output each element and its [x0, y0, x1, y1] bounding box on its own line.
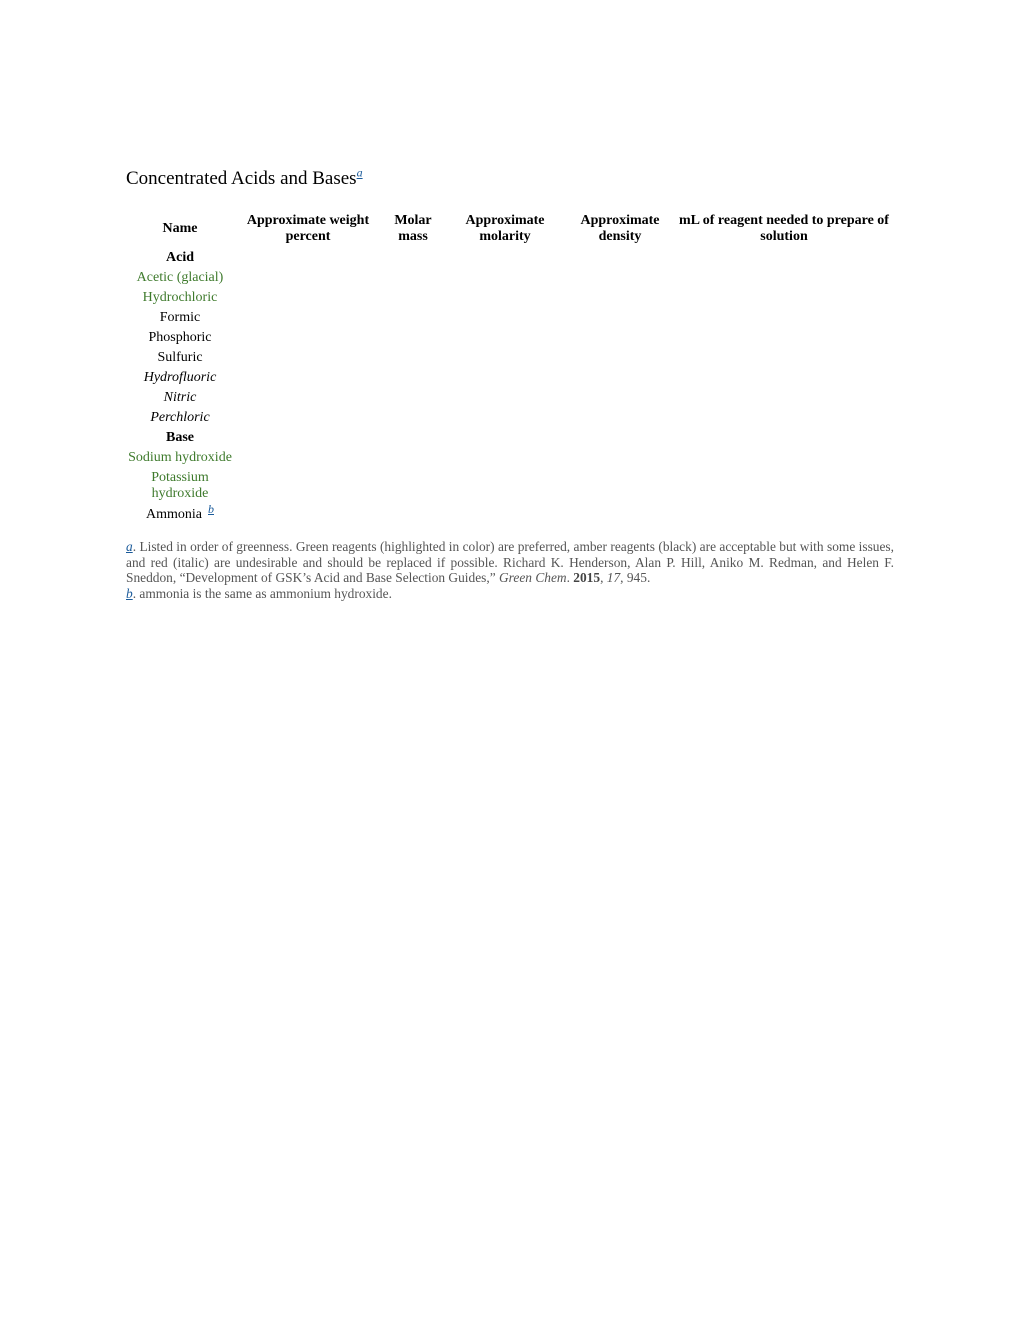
header-name: Name	[162, 221, 198, 236]
footnote-b-text: . ammonia is the same as ammonium hydroxide.	[132, 585, 392, 601]
footnote-a-text: . Listed in order of greenness. Green reagents (highlighted in color) are preferred, amber reagents (black) are acceptable but with some issues, and red (italic) are undesirable and should be replaced if possible. Richard K. Henderson, Alan P. Hill, Aniko M. Redman, and Helen F. Sneddon, “Development of GSK’s Acid and Base Selection Guides,”	[126, 539, 894, 586]
reagent-name: Hydrochloric	[142, 290, 218, 305]
document-page	[126, 166, 894, 601]
group-row-acid	[126, 248, 894, 268]
table-row	[126, 288, 894, 308]
footnote-b	[126, 586, 894, 602]
header-weight-percent: Approximate weight percent	[246, 213, 370, 244]
table-row	[126, 308, 894, 328]
page-title-text: Concentrated Acids and Bases	[126, 168, 357, 189]
table-row	[126, 368, 894, 388]
header-ml-reagent: mL of reagent needed to prepare of solution	[679, 213, 889, 244]
footnote-a-mark[interactable]: a	[126, 539, 133, 554]
footnote-a-page: 945.	[626, 570, 651, 586]
footnote-a-volume: 17	[606, 570, 621, 586]
table-row	[126, 388, 894, 408]
footnote-a-journal: Green Chem	[499, 570, 567, 586]
group-label-acid: Acid	[166, 250, 194, 265]
page-title	[126, 166, 894, 192]
table-row	[126, 408, 894, 428]
table-row	[126, 448, 894, 468]
reagent-name: Perchloric	[150, 410, 210, 425]
reagent-name: Phosphoric	[148, 330, 212, 345]
reagents-table	[126, 210, 894, 525]
footnotes	[126, 539, 894, 601]
table-row	[126, 504, 894, 525]
header-molar-mass: Molar mass	[394, 213, 432, 244]
group-label-base: Base	[166, 430, 194, 445]
reagent-name-ammonia	[126, 504, 234, 525]
reagent-name: Sulfuric	[157, 350, 203, 365]
header-molarity: Approximate molarity	[465, 213, 545, 244]
header-density: Approximate density	[580, 213, 660, 244]
footnote-b-mark[interactable]: b	[126, 585, 133, 601]
reagent-name: Potassium hydroxide	[151, 470, 209, 501]
reagent-name: Acetic (glacial)	[136, 270, 224, 285]
table-row	[126, 268, 894, 288]
table-body	[126, 248, 894, 525]
footnote-a-link[interactable]: a	[356, 165, 363, 180]
reagent-name: Formic	[159, 310, 201, 325]
table-row	[126, 348, 894, 368]
reagent-name: Ammonia	[146, 507, 202, 522]
group-row-base	[126, 428, 894, 448]
footnote-a: a. Listed in order of greenness. Green reagents (highlighted in color) are preferred, amber reagents (black) are acceptable but with some issues, and red (italic) are undesirable and should be replaced if possible. Richard K. Henderson, Alan P. Hill, Aniko M. Redman, and Helen F. Sneddon, “Development of GSK’s Acid and Base Selection Guides,” Green Chem. 2015, 17, 945.	[126, 539, 894, 586]
footnote-b-link[interactable]: b	[208, 502, 214, 516]
table-header-row	[126, 210, 894, 248]
footnote-a-year: 2015	[573, 570, 601, 586]
reagent-name: Hydrofluoric	[143, 370, 217, 385]
reagent-name: Nitric	[163, 390, 197, 405]
table-row	[126, 468, 894, 504]
reagent-name: Sodium hydroxide	[128, 450, 232, 465]
table-row	[126, 328, 894, 348]
